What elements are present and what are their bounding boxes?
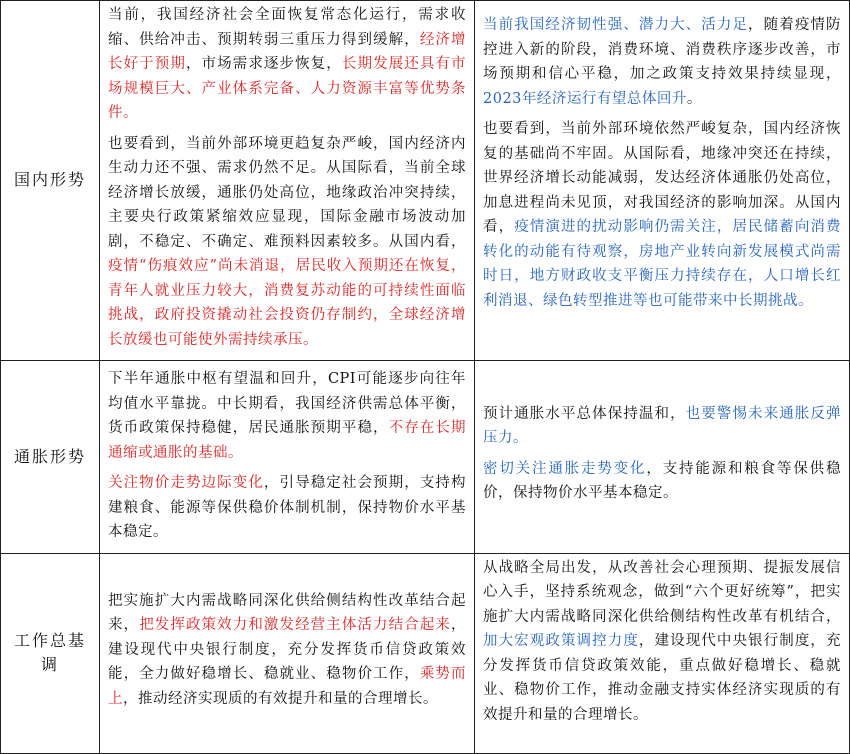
highlight-segment: 加大宏观政策调控力度: [483, 633, 639, 649]
text-segment: 把实施扩大内需战略同深化供给侧结构性改革结合起来，: [108, 592, 466, 634]
highlight-segment: 疫情演进的扰动影响仍需关注，居民储蓄向消费转化的动能有待观察，房地产业转向新发展模式尚需时日，地方财政收支平衡压力持续存在，人口增长红利消退、绿色转型推进等也可能带来中长期挑战。: [483, 219, 842, 309]
text-segment: ，推动经济实现质的有效提升和量的合理增长。: [123, 690, 438, 707]
text-segment: ，随着疫情防控进入新的阶段，消费环境、消费秩序逐步改善，市场预期和信心平稳，加之政策支持效果持续显现，: [483, 17, 842, 82]
left-paragraph-2: [108, 471, 466, 545]
right-paragraph-2: [483, 117, 841, 313]
left-paragraph-1: [108, 589, 466, 712]
right-paragraph-1: [483, 556, 841, 728]
left-cell-inflation: [100, 361, 475, 554]
highlight-segment: 也要警惕未来通胀反弹压力。: [483, 405, 842, 447]
right-paragraph-1: [483, 13, 841, 111]
highlight-segment: 长期发展还具有市场规模巨大、产业体系完备、人力资源丰富等优势条件。: [108, 56, 467, 121]
highlight-segment: 2023年经济运行有望总体回升: [483, 90, 687, 107]
row-inflation-situation: [1, 361, 850, 554]
text-segment: 预计通胀水平总体保持温和，: [483, 405, 686, 422]
left-paragraph-2: [108, 132, 466, 353]
left-paragraph-1: [108, 3, 466, 126]
row-label-inflation: 通胀形势: [1, 361, 100, 554]
row-domestic-situation: [1, 1, 850, 361]
left-paragraph-1: [108, 367, 466, 465]
highlight-segment: 不存在长期通缩或通胀的基础。: [108, 420, 467, 461]
right-paragraph-2: [483, 457, 841, 506]
row-label-keynote: 工作总基调: [1, 553, 100, 753]
left-cell-domestic: [100, 1, 475, 361]
text-segment: 。: [686, 90, 702, 107]
text-segment: 从战略全局出发，从改善社会心理预期、提振发展信心入手，坚持系统观念，做到“六个更好统筹”，把实施扩大内需战略同深化供给侧结构性改革有机结合，: [483, 559, 841, 625]
text-segment: ，市场需求逐步恢复，: [185, 56, 342, 72]
text-segment: ，引导稳定社会预期，支持构建粮食、能源等保供稳价体制机制，保持物价水平基本稳定。: [108, 475, 467, 540]
right-paragraph-1: [483, 402, 841, 451]
text-segment: 当前，我国经济社会全面恢复常态化运行，需求收缩、供给冲击、预期转弱三重压力得到缓解，: [108, 7, 466, 48]
text-segment: 下半年通胀中枢有望温和回升，CPI可能逐步向往年均值水平靠拢。中长期看，我国经济供需总体平衡，货币政策保持稳健，居民通胀预期平稳，: [108, 371, 466, 436]
highlight-segment: 密切关注通胀走势变化: [483, 460, 647, 477]
highlight-segment: 关注物价走势边际变化: [108, 475, 264, 491]
text-segment: ，建设现代中央银行制度，充分发挥货币信贷政策效能，全力做好稳增长、稳就业、稳物价工作，: [108, 617, 467, 683]
row-label-domestic: 国内形势: [1, 1, 100, 361]
row-work-keynote: [1, 553, 850, 753]
right-cell-domestic: [475, 1, 850, 361]
right-cell-keynote: [475, 553, 850, 753]
highlight-segment: 经济增长好于预期: [108, 31, 467, 72]
text-segment: ，支持能源和粮食等保供稳价，保持物价水平基本稳定。: [483, 460, 842, 502]
text-segment: ，建设现代中央银行制度，充分发挥货币信贷政策效能，重点做好稳增长、稳就业、稳物价工作，推动金融支持实体经济实现质的有效提升和量的合理增长。: [483, 633, 842, 723]
left-cell-keynote: [100, 553, 475, 753]
highlight-segment: 当前我国经济韧性强、潜力大、活力足: [483, 17, 749, 33]
text-segment: 也要看到，当前外部环境依然严峻复杂，国内经济恢复的基础尚不牢固。从国际看，地缘冲突还在持续，世界经济增长动能减弱，发达经济体通胀仍处高位，加息进程尚未见顶，对我国经济的影响加深。从国内看，: [483, 121, 841, 235]
highlight-segment: 把发挥政策效力和激发经营主体活力结合起来: [139, 617, 452, 634]
highlight-segment: 疫情“伤痕效应”尚未消退，居民收入预期还在恢复，青年人就业压力较大，消费复苏动能的可持续性面临挑战，政府投资撬动社会投资仍存制约，全球经济增长放缓也可能使外需持续承压。: [108, 258, 466, 348]
text-segment: 也要看到，当前外部环境更趋复杂严峻，国内经济内生动力还不强、需求仍然不足。从国际看，当前全球经济增长放缓，通胀仍处高位，地缘政治冲突持续，主要央行政策紧缩效应显现，国际金融市场波动加剧，不稳定、不确定、难预料因素较多。从国内看，: [108, 135, 466, 250]
highlight-segment: 乘势而上: [108, 666, 467, 707]
right-cell-inflation: [475, 361, 850, 554]
